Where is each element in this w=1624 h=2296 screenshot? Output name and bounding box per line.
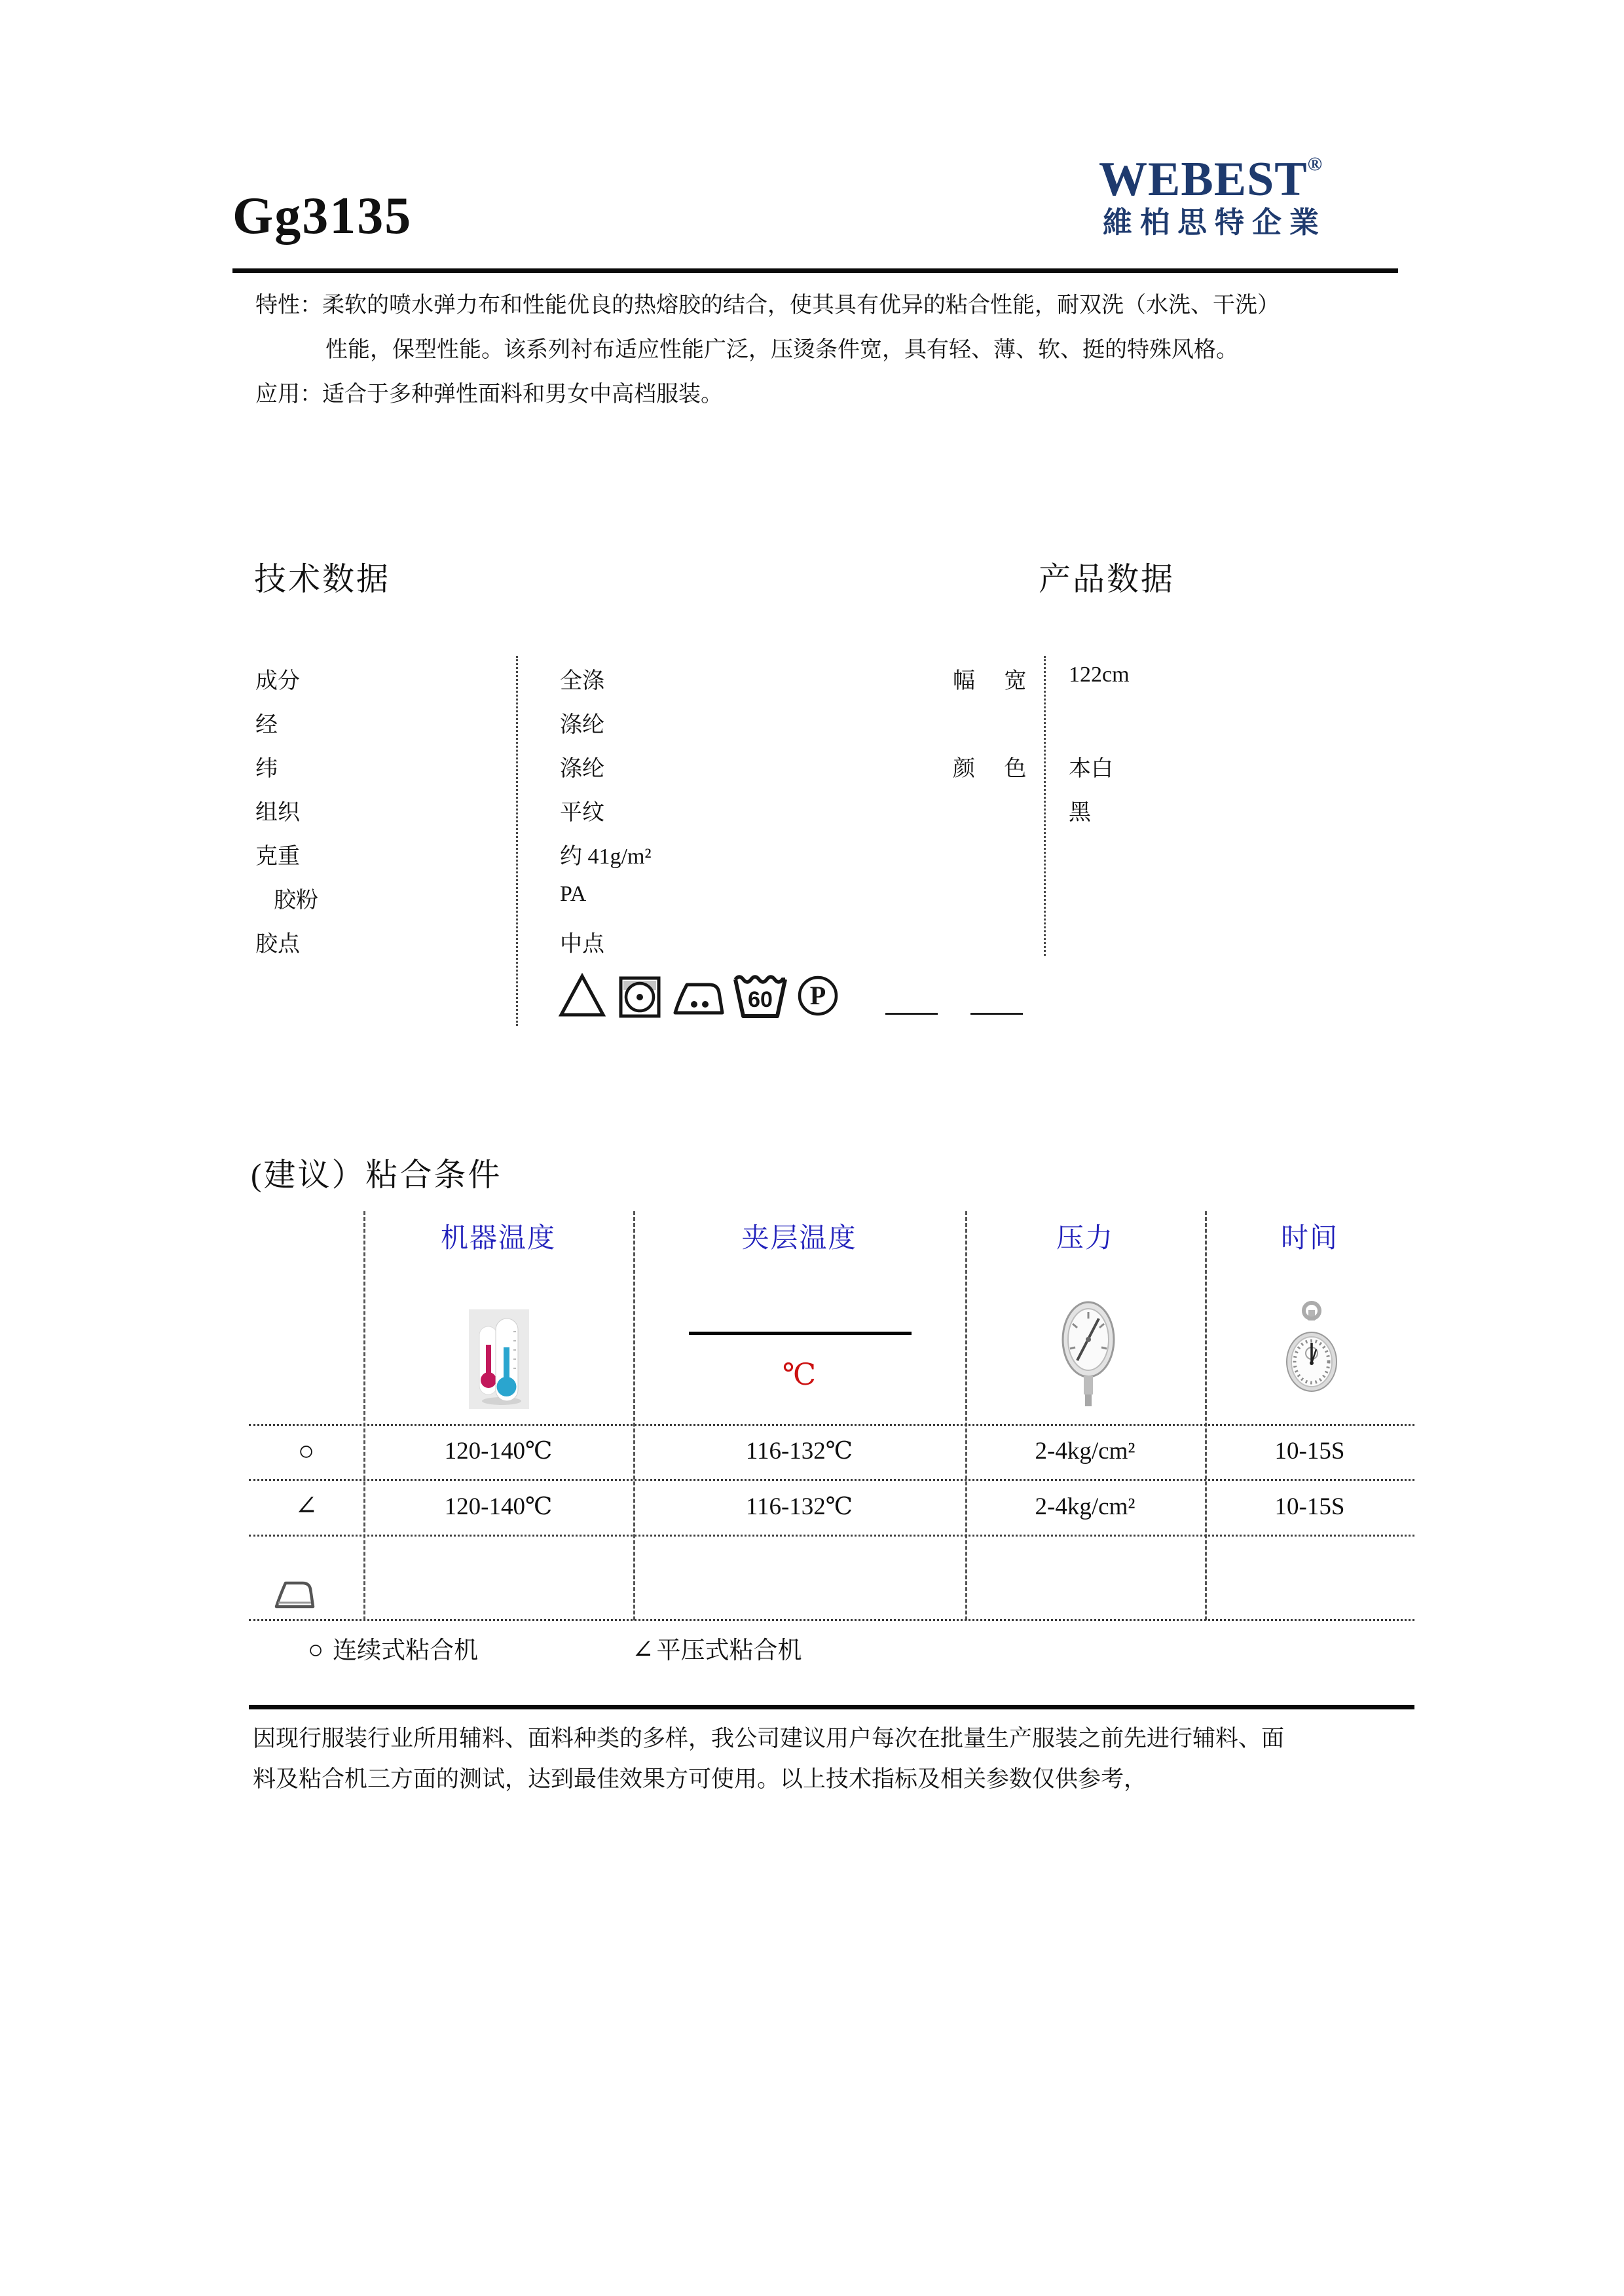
row2-pressure: 2-4kg/cm² (1035, 1493, 1135, 1520)
legend-continuous-machine (308, 1630, 478, 1666)
table-column-divider (1205, 1211, 1207, 1620)
spec-value: 平纹 (560, 801, 604, 825)
row1-machine-symbol: ○ (297, 1436, 315, 1467)
row1-pressure: 2-4kg/cm² (1035, 1438, 1135, 1465)
spec-value: PA (560, 882, 587, 906)
bleach-triangle-icon (558, 973, 606, 1019)
disclaimer-line-2: 料及粘合机三方面的测试，达到最佳效果方可使用。以上技术指标及相关参数仅供参考， (253, 1766, 1147, 1792)
product-data-heading: 产品数据 (1039, 561, 1175, 597)
width-label: 幅 宽 (953, 669, 1039, 693)
row2-machine-symbol: ∠ (294, 1491, 318, 1522)
spec-label: 胶粉 (274, 888, 318, 913)
spec-value: 涤纶 (560, 757, 604, 781)
pressure-gauge-image (1061, 1298, 1116, 1417)
registered-mark-icon: ® (1307, 153, 1323, 175)
legend-label: 平压式粘合机 (656, 1637, 802, 1664)
application-text: 适合于多种弹性面料和男女中高档服装。 (322, 382, 723, 407)
feature-line-2: 性能，保型性能。该系列衬布适应性能广泛，压烫条件宽，具有轻、薄、软、挺的特殊风格。 (325, 338, 1238, 362)
circle-symbol: ○ (308, 1635, 324, 1664)
feature-text-1: 柔软的喷水弹力布和性能优良的热熔胶的结合，使其具有优异的粘合性能，耐双洗（水洗、干洗） (322, 293, 1280, 318)
wash-60-icon (732, 970, 788, 1021)
tech-table-divider (516, 656, 518, 1026)
table-column-divider (363, 1211, 365, 1620)
logo-company-name: 維柏思特企業 (1103, 206, 1327, 239)
width-value: 122cm (1069, 663, 1130, 687)
table-row-divider (249, 1535, 1414, 1537)
bonding-conditions-table (249, 1211, 1414, 1622)
page-title: Gg3135 (232, 187, 413, 245)
footer-rule (249, 1705, 1414, 1709)
col-header-time: 时间 (1280, 1224, 1338, 1254)
row1-time: 10-15S (1274, 1438, 1345, 1465)
celsius-unit: ℃ (782, 1358, 817, 1391)
svg-text:60: 60 (748, 987, 773, 1012)
color-value-natural: 本白 (1069, 757, 1113, 781)
disclaimer-line-1: 因现行服装行业所用辅料、面料种类的多样，我公司建议用户每次在批量生产服装之前先进行辅料、面 (253, 1726, 1285, 1751)
spec-value: 中点 (560, 932, 604, 957)
tumble-dry-icon (618, 975, 661, 1019)
thermometer-image (469, 1309, 529, 1412)
row2-machine-temp: 120-140℃ (444, 1493, 553, 1520)
blank-line (885, 1013, 938, 1015)
spec-label: 胶点 (255, 932, 300, 957)
color-label: 颜 色 (953, 757, 1039, 781)
dry-clean-p-icon (796, 974, 840, 1017)
row1-interlayer-temp: 116-132℃ (745, 1438, 853, 1465)
row2-interlayer-temp: 116-132℃ (745, 1493, 853, 1520)
spec-value: 涤纶 (560, 713, 604, 737)
webest-logo (1099, 155, 1323, 204)
bonding-conditions-heading: (建议）粘合条件 (251, 1157, 502, 1193)
spec-label: 经 (255, 713, 278, 737)
feature-line-1 (255, 292, 1280, 320)
table-column-divider (633, 1211, 635, 1620)
row2-time: 10-15S (1274, 1493, 1345, 1520)
product-table-divider (1044, 656, 1046, 956)
col-header-machine-temp: 机器温度 (440, 1224, 556, 1254)
technical-data-heading: 技术数据 (254, 561, 391, 597)
spec-label: 组织 (255, 801, 300, 825)
interlayer-blank-line (689, 1332, 912, 1335)
spec-label: 成分 (255, 669, 300, 693)
color-value-black: 黑 (1069, 801, 1091, 825)
table-row-divider (249, 1619, 1414, 1621)
table-column-divider (965, 1211, 967, 1620)
col-header-pressure: 压力 (1056, 1224, 1114, 1254)
application-label: 应用： (255, 382, 322, 407)
legend-label: 连续式粘合机 (333, 1637, 479, 1664)
col-header-interlayer-temp: 夹层温度 (741, 1224, 857, 1254)
iron-two-dots-icon (672, 978, 726, 1019)
svg-text:P: P (809, 981, 826, 1010)
legend-flat-press-machine (632, 1630, 802, 1666)
blank-line (970, 1013, 1023, 1015)
spec-label: 纬 (255, 757, 278, 781)
iron-icon (274, 1578, 316, 1615)
header-rule (232, 268, 1398, 273)
row1-machine-temp: 120-140℃ (444, 1438, 553, 1465)
angle-symbol: ∠ (632, 1635, 654, 1664)
logo-brand-text: WEBEST (1099, 153, 1308, 206)
spec-value: 约 41g/m² (560, 845, 652, 869)
application-line (255, 381, 723, 409)
spec-value: 全涤 (560, 669, 604, 693)
stopwatch-image (1285, 1300, 1338, 1408)
feature-label: 特性： (255, 293, 322, 318)
spec-label: 克重 (255, 845, 300, 869)
